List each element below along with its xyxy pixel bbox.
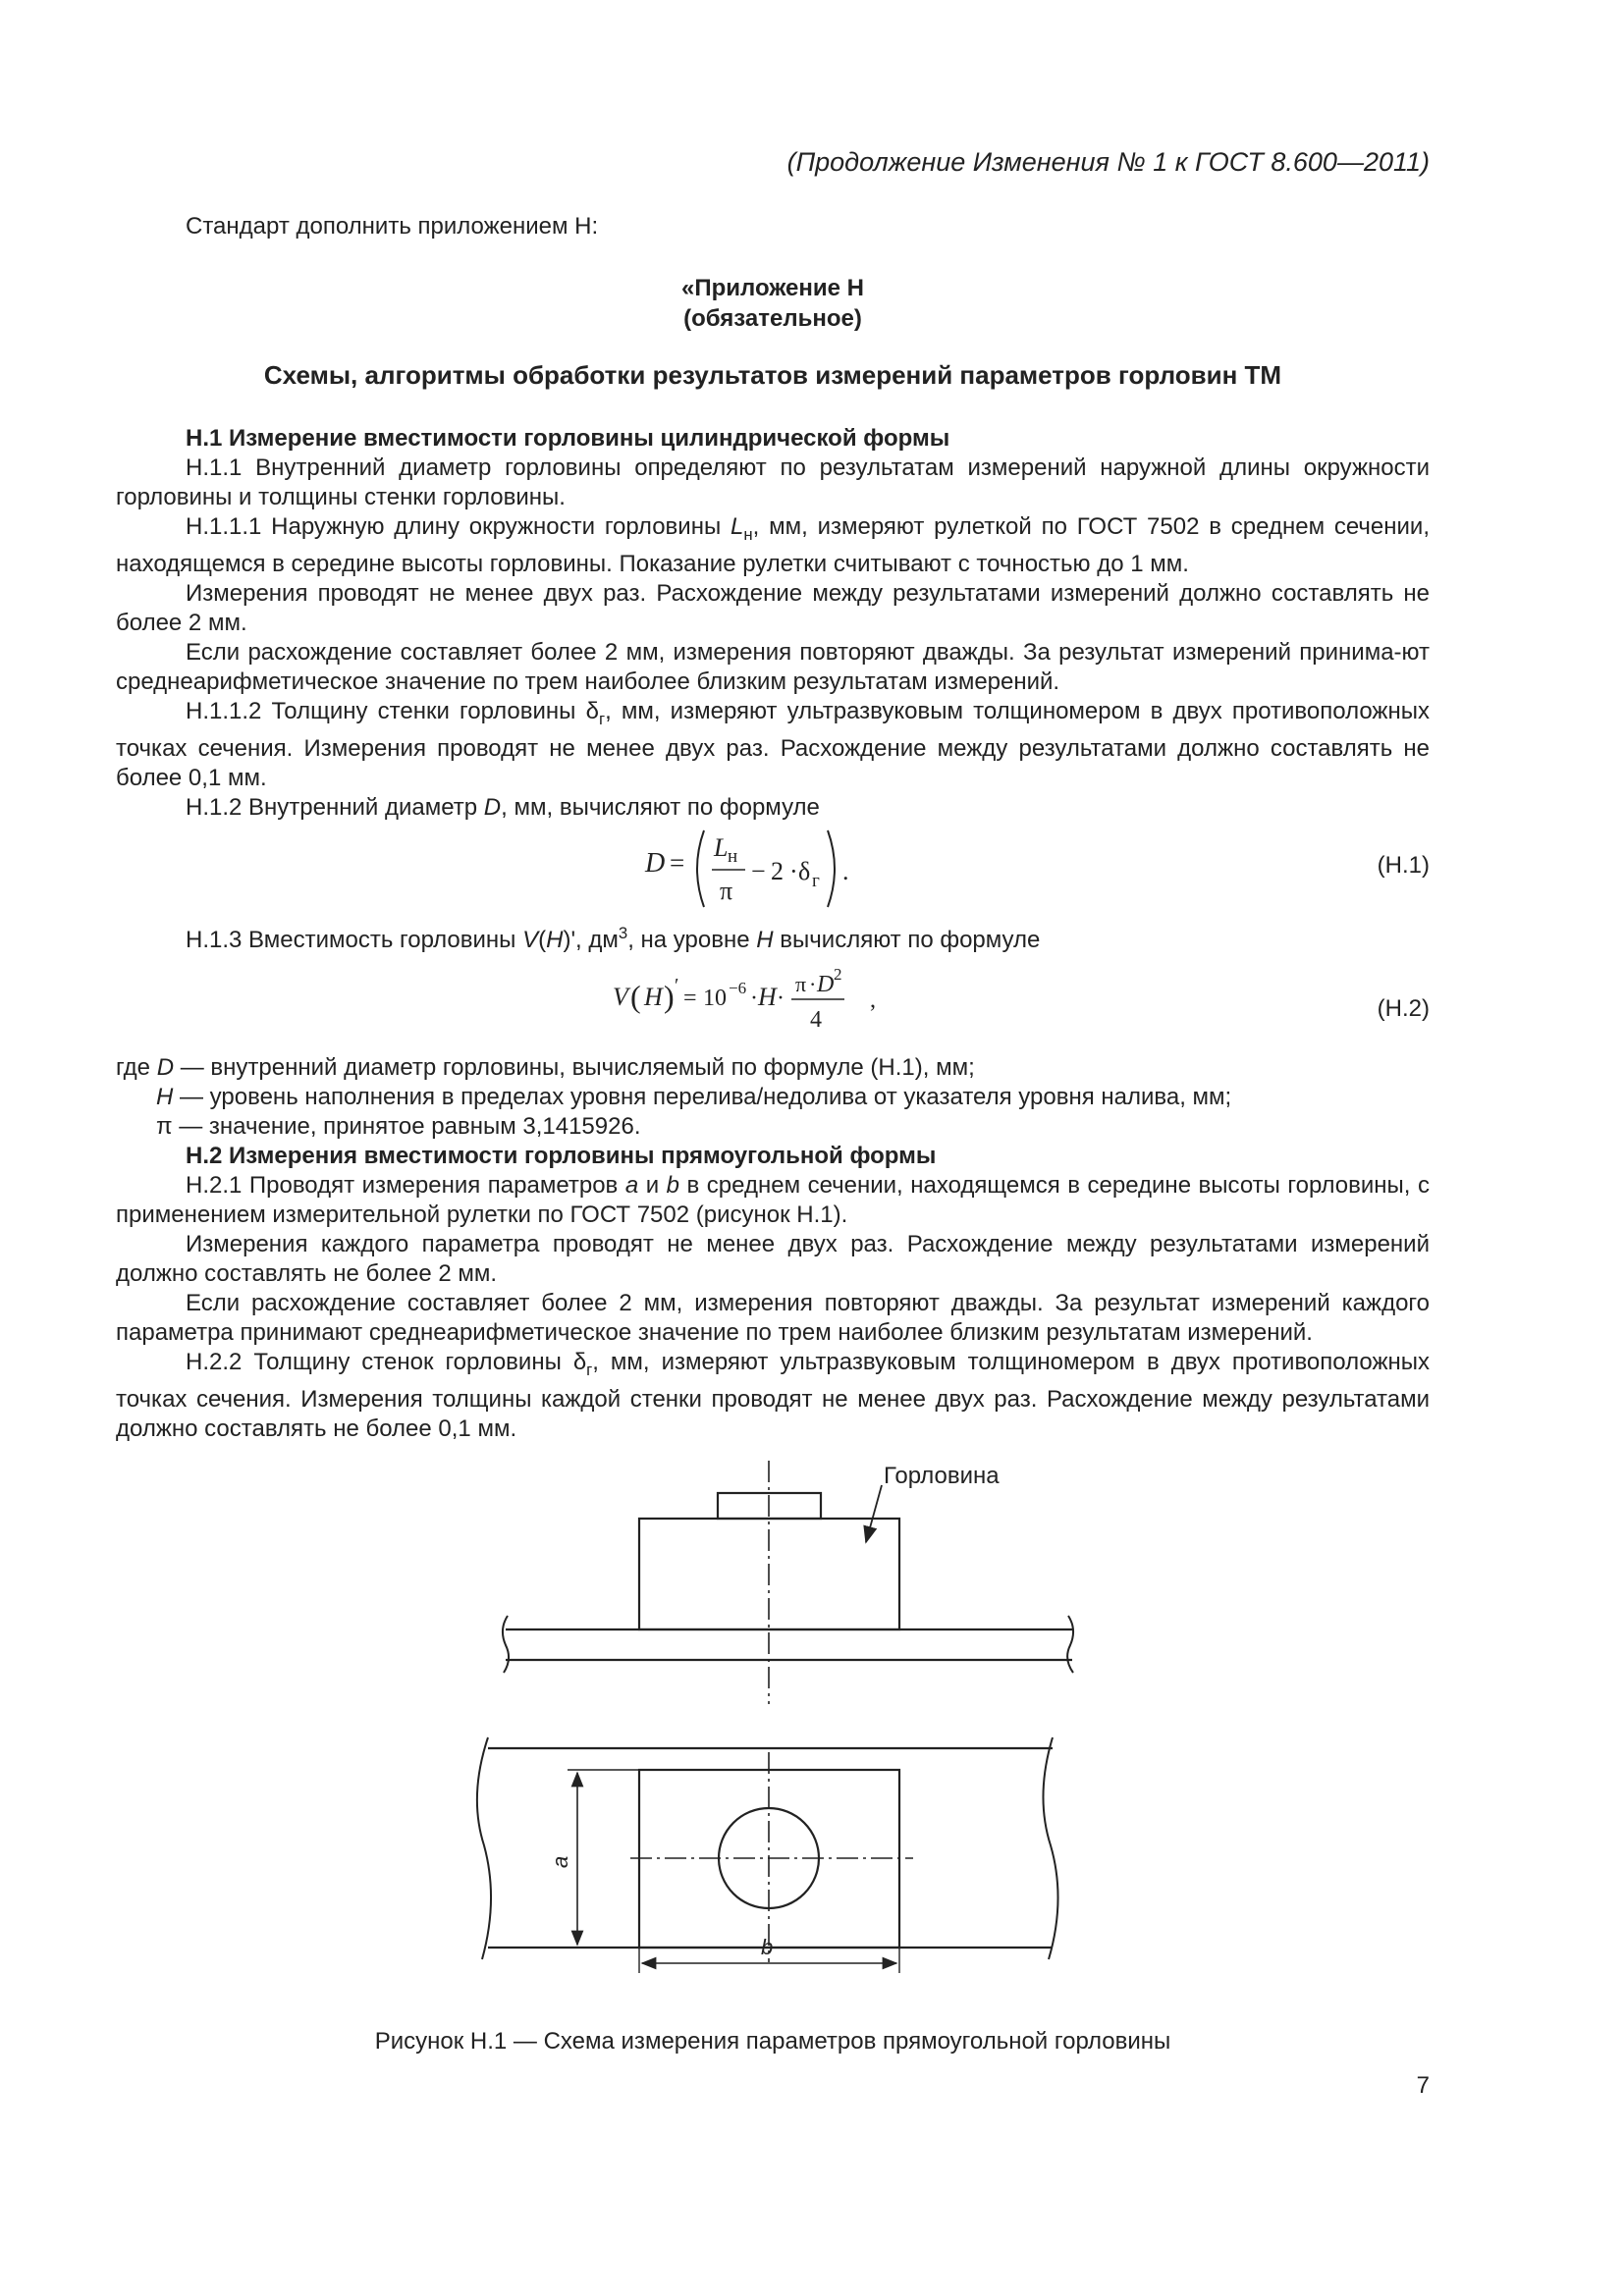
formula-h2-h2: H xyxy=(758,983,777,1011)
formula-h2-cdot2: · xyxy=(777,986,785,1011)
running-header: (Продолжение Изменения № 1 к ГОСТ 8.600—2011) xyxy=(786,147,1430,177)
formula-h1-cdot: · xyxy=(789,857,798,885)
figure-h1-drawing xyxy=(0,1443,1624,2022)
formula-h2-h: H xyxy=(644,983,663,1011)
paragraph-1-3: Н.1.3 Вместимость горловины V(H)', $дм^3$, на уровне H вычисляют по формуле xyxy=(186,924,1041,953)
section-2-heading: Н.2 Измерения вместимости горловины прямоугольной формы xyxy=(186,1143,937,1169)
dimension-a-label: a xyxy=(548,1855,572,1868)
formula-h1-sub-g: г xyxy=(812,871,820,891)
callout-label: Горловина xyxy=(884,1463,1000,1489)
formula-h1-svg xyxy=(643,823,879,921)
formula-h2 xyxy=(609,964,893,1042)
where-h: H — уровень наполнения в пределах уровня перелива/недолива от указателя уровня налива, мм; xyxy=(156,1084,1232,1110)
right-paren xyxy=(828,830,835,907)
formula-h2-sq: 2 xyxy=(834,965,842,984)
equation-number-h2: (Н.2) xyxy=(1377,995,1430,1022)
formula-h2-exp: −6 xyxy=(729,979,747,997)
formula-h2-rparen: ) xyxy=(664,979,675,1014)
paragraph-2-2: Н.2.2 Толщину стенок горловины $\delta_г$, мм, измеряют ультразвуковым толщиномером в двух противоположных точках сечения. Измерения толщины каждой стенки проводят не менее двух раз. Расхождение между результатами должно составлять не более 0,1 мм. xyxy=(116,1349,1430,1442)
left-paren xyxy=(697,830,704,907)
appendix-heading: «Приложение Н (обязательное) xyxy=(681,275,864,332)
paragraph-2-1: Н.2.1 Проводят измерения параметров a и b в среднем сечении, находящемся в середине высоты горловины, с применением измерительной рулетки по ГОСТ 7502 (рисунок Н.1). xyxy=(116,1172,1430,1228)
right-break-line xyxy=(1067,1616,1073,1673)
formula-h2-svg xyxy=(609,964,893,1042)
plan-left-break xyxy=(477,1737,491,1959)
where-block xyxy=(116,1053,1430,1142)
paragraph-1-1-2: Н.1.1.2 Толщину стенки горловины $\delta_г$, мм, измеряют ультразвуковым толщиномером в двух противоположных точках сечения. Измерения проводят не менее двух раз. Расхождение между результатами должно составлять не более 0,1 мм. xyxy=(116,697,1430,791)
paragraph-measure-twice: Измерения проводят не менее двух раз. Расхождение между результатами измерений должно составлять не более 2 мм. xyxy=(116,579,1430,636)
paragraph-repeat: Если расхождение составляет более 2 мм, измерения повторяют дважды. За результат измерений принима-ют среднеарифметическое значение по трем наиболее близким результатам измерений. xyxy=(116,638,1430,695)
dimension-b-label: b xyxy=(761,1935,774,1959)
page-number: 7 xyxy=(1416,2072,1430,2099)
where-d: где D — внутренний диаметр горловины, вычисляемый по формуле (Н.1), мм; xyxy=(116,1054,975,1081)
callout-leader xyxy=(866,1485,882,1542)
formula-h1-period: . xyxy=(842,857,849,885)
section-1-heading: Н.1 Измерение вместимости горловины цилиндрической формы xyxy=(186,425,950,452)
paragraph-1-2: Н.1.2 Внутренний диаметр D, мм, вычисляют по формуле xyxy=(186,793,820,821)
formula-h2-prime: ′ xyxy=(675,975,679,996)
formula-h1-d: D xyxy=(645,848,666,879)
formula-h2-d: D xyxy=(817,972,835,997)
figure-h1 xyxy=(0,1443,1624,2022)
formula-h2-lparen: ( xyxy=(630,979,641,1014)
formula-h2-v: V xyxy=(613,983,628,1011)
elevation-view xyxy=(503,1461,1073,1704)
formula-h2-comma: , xyxy=(870,988,876,1013)
formula-h1 xyxy=(643,823,879,921)
formula-h2-four: 4 xyxy=(810,1007,822,1033)
paragraph-2-repeat: Если расхождение составляет более 2 мм, измерения повторяют дважды. За результат измерений каждого параметра принимают среднеарифметическое значение по трем наиболее близким результатам измерений. xyxy=(116,1290,1430,1346)
left-break-line xyxy=(503,1616,509,1673)
figure-caption: Рисунок Н.1 — Схема измерения параметров прямоугольной горловины xyxy=(374,2028,1171,2055)
formula-h2-pi: π xyxy=(795,972,807,996)
formula-h2-cdot3: · xyxy=(809,972,817,996)
plan-right-break xyxy=(1043,1737,1057,1959)
formula-h1-minus: − xyxy=(751,857,766,885)
formula-h1-pi: π xyxy=(720,877,733,905)
formula-h2-eq: = xyxy=(683,986,697,1011)
formula-h1-delta: δ xyxy=(798,857,811,885)
paragraph-1-1: Н.1.1 Внутренний диаметр горловины определяют по результатам измерений наружной длины окружности горловины и толщины стенки горловины. xyxy=(116,454,1430,510)
formula-h2-cdot1: · xyxy=(750,986,758,1011)
where-pi: π — значение, принятое равным 3,1415926. xyxy=(156,1113,641,1140)
section-1 xyxy=(116,424,1430,823)
equation-number-h1: (Н.1) xyxy=(1377,852,1430,879)
formula-h1-sub-n: н xyxy=(728,846,738,867)
section-2 xyxy=(116,1142,1430,1444)
formula-h1-l: L xyxy=(714,833,729,862)
formula-h2-ten: 10 xyxy=(703,986,727,1011)
appendix-title: Схемы, алгоритмы обработки результатов измерений параметров горловин ТМ xyxy=(263,360,1282,390)
paragraph-2-measure: Измерения каждого параметра проводят не менее двух раз. Расхождение между результатами измерений должно составлять не более 2 мм. xyxy=(116,1231,1430,1287)
formula-h1-eq: = xyxy=(670,848,685,878)
formula-h1-two: 2 xyxy=(771,857,784,885)
paragraph-1-1-1: Н.1.1.1 Наружную длину окружности горловины $L_н$, мм, измеряют рулеткой по ГОСТ 7502 в среднем сечении, находящемся в середине высоты горловины. Показание рулетки считывают с точностью до 1 мм. xyxy=(116,513,1431,577)
intro-text: Стандарт дополнить приложением Н: xyxy=(186,213,599,240)
